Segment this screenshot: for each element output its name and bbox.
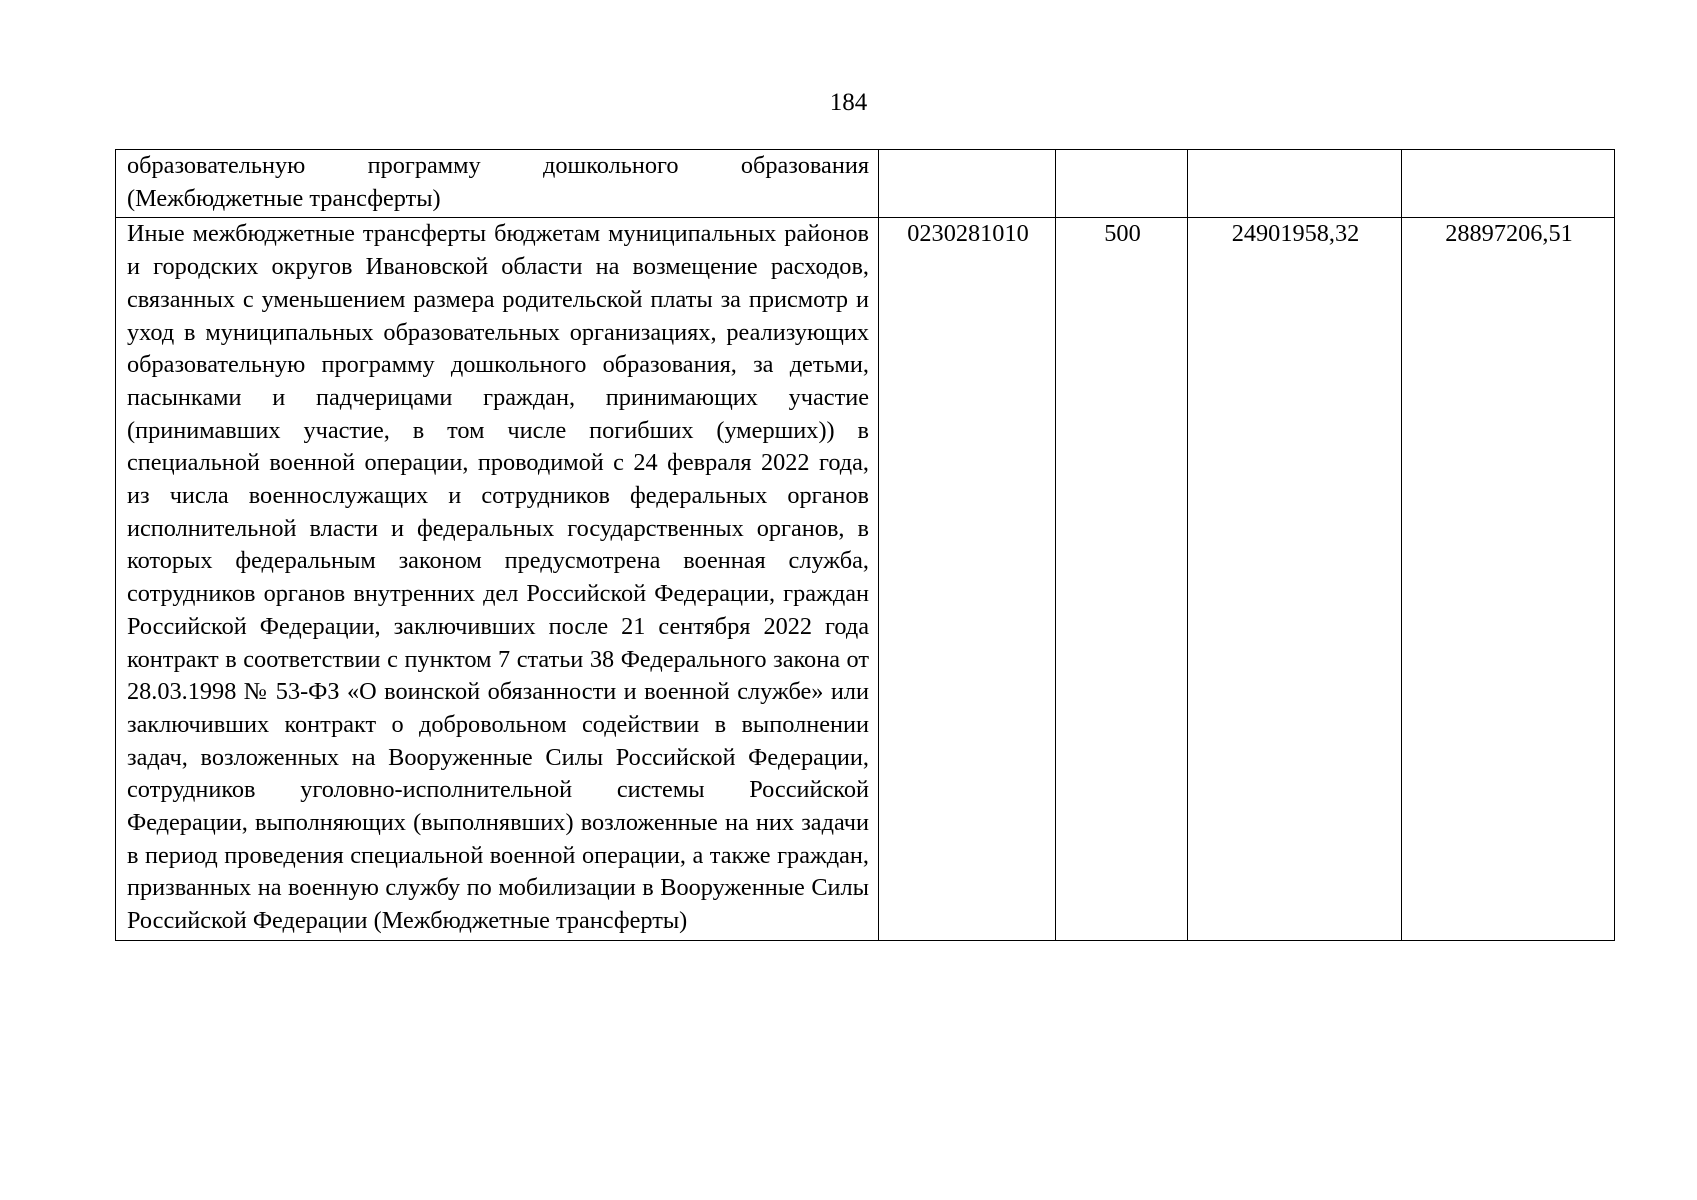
row-name-cell xyxy=(116,218,879,940)
budget-table xyxy=(115,149,1615,941)
row-name-cell xyxy=(116,150,879,218)
table-row xyxy=(116,150,1615,218)
amount-year-1-cell xyxy=(1188,150,1402,218)
row-name-text: образовательную программу дошкольного образования (Межбюджетные трансферты) xyxy=(127,152,869,212)
expense-type-cell: 500 xyxy=(1056,218,1188,940)
target-article-cell: 0230281010 xyxy=(879,218,1056,940)
amount-year-2-cell: 28897206,51 xyxy=(1402,218,1615,940)
target-article-cell xyxy=(879,150,1056,218)
page-number: 184 xyxy=(829,89,868,116)
expense-type-cell xyxy=(1056,150,1188,218)
table-row xyxy=(116,218,1615,940)
amount-year-1-cell: 24901958,32 xyxy=(1188,218,1402,940)
amount-year-2-cell xyxy=(1402,150,1615,218)
row-name-text: Иные межбюджетные трансферты бюджетам муниципальных районов и городских округов Ивановской области на возмещение расходов, связанных с уменьшением размера родительской платы за присмотр и уход в муниципальных образовательных организациях, реализующих образовательную программу дошкольного образования, за детьми, пасынками и падчерицами граждан, принимающих участие (принимавших участие, в том числе погибших (умерших)) в специальной военной операции, проводимой с 24 февраля 2022 года, из числа военнослужащих и сотрудников федеральных органов исполнительной власти и федеральных государственных органов, в которых федеральным законом предусмотрена военная служба, сотрудников органов внутренних дел Российской Федерации, граждан Российской Федерации, заключивших после 21 сентября 2022 года контракт в соответствии с пунктом 7 статьи 38 Федерального закона от 28.03.1998 № 53-ФЗ «О воинской обязанности и военной службе» или заключивших контракт о добровольном содействии в выполнении задач, возложенных на Вооруженные Силы Российской Федерации, сотрудников уголовно-исполнительной системы Российской Федерации, выполняющих (выполнявших) возложенные на них задачи в период проведения специальной военной операции, а также граждан, призванных на военную службу по мобилизации в Вооруженные Силы Российской Федерации (Межбюджетные трансферты) xyxy=(127,220,869,935)
